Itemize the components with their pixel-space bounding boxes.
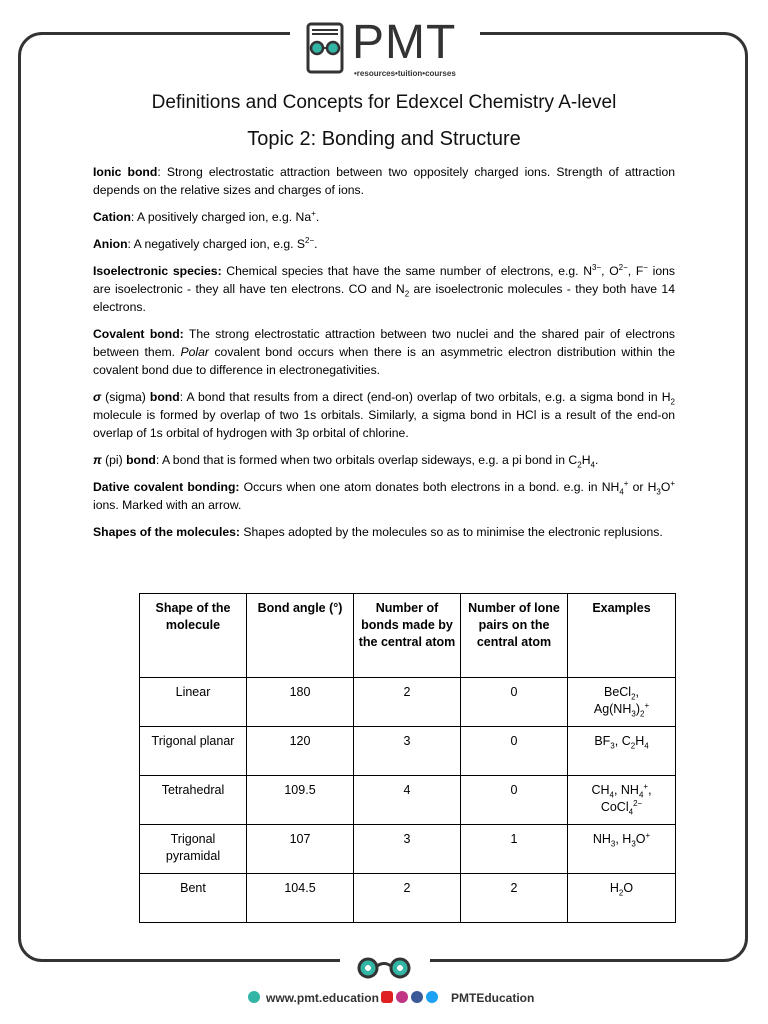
logo-text: PMT <box>352 16 457 69</box>
table-row <box>140 874 676 923</box>
page-subtitle: Topic 2: Bonding and Structure <box>247 128 521 150</box>
cell-lone-pairs: 2 <box>461 874 568 923</box>
cell-angle: 120 <box>247 727 354 776</box>
definition-isoelectronic: Isoelectronic species: Chemical species that have the same number of electrons, e.g. $N^{3-}$, $O^{2-}$, F− ions are isoelectronic - they all have ten electrons. CO and $N_2$ are isoelectronic molecules - they both have 14 electrons. <box>93 262 675 314</box>
cell-shape: Trigonal planar <box>140 727 247 776</box>
cell-lone-pairs: 0 <box>461 727 568 776</box>
cell-bonds: 2 <box>354 678 461 727</box>
cell-angle: 109.5 <box>247 776 354 825</box>
table-header-row <box>140 594 676 678</box>
cell-examples: $NH_3$, $H_3O^+$ <box>568 825 676 874</box>
footer-website-link[interactable]: www.pmt.education <box>266 991 379 1005</box>
pmt-logo <box>300 16 480 80</box>
table-row <box>140 825 676 874</box>
table-row <box>140 678 676 727</box>
cell-lone-pairs: 0 <box>461 776 568 825</box>
cell-shape: Linear <box>140 678 247 727</box>
facebook-icon[interactable] <box>411 991 423 1003</box>
cell-shape: Bent <box>140 874 247 923</box>
cursor-icon <box>248 991 260 1003</box>
cell-examples: $CH_4$, $NH_4^+$, CoCl$_4^{2-}$ <box>568 776 676 825</box>
table-row <box>140 776 676 825</box>
definition-cation: Cation: A positively charged ion, e.g. Na+. <box>93 208 320 224</box>
header-bonds: Number of bonds made by the central atom <box>354 594 461 678</box>
instagram-icon[interactable] <box>396 991 408 1003</box>
definition-sigma-bond: σ (sigma) bond: A bond that results from a direct (end-on) overlap of two orbitals, e.g. a sigma bond in $H_2$ molecule is formed by overlap of two 1s orbitals. Similarly, a sigma bond in HCl is a result of the end-on overlap of 1s orbital of hydrogen with 3p orbital of chlorine. <box>93 390 675 440</box>
logo-tagline: •resources•tuition•courses <box>354 69 456 78</box>
definitions-section <box>93 163 675 550</box>
cell-shape: Tetrahedral <box>140 776 247 825</box>
header-lone-pairs: Number of lone pairs on the central atom <box>461 594 568 678</box>
cell-bonds: 3 <box>354 727 461 776</box>
definition-ionic-bond: Ionic bond: Strong electrostatic attraction between two oppositely charged ions. Strength of attraction depends on the relative sizes and charges of ions. <box>93 165 675 197</box>
cell-angle: 104.5 <box>247 874 354 923</box>
cell-angle: 180 <box>247 678 354 727</box>
definition-shapes: Shapes of the molecules: Shapes adopted by the molecules so as to minimise the electronic replusions. <box>93 525 663 539</box>
header-angle: Bond angle (°) <box>247 594 354 678</box>
cell-lone-pairs: 1 <box>461 825 568 874</box>
definition-dative-bond: Dative covalent bonding: Occurs when one atom donates both electrons in a bond. e.g. in $NH_4^+$ or $H_3O^+$ ions. Marked with an arrow. <box>93 478 675 512</box>
book-glasses-icon <box>304 20 346 76</box>
header-shape: Shape of the molecule <box>140 594 247 678</box>
definition-anion: Anion: A negatively charged ion, e.g. $S^{2-}$. <box>93 235 318 251</box>
twitter-icon[interactable] <box>426 991 438 1003</box>
cell-examples: $H_2O$ <box>568 874 676 923</box>
cell-lone-pairs: 0 <box>461 678 568 727</box>
header-examples: Examples <box>568 594 676 678</box>
pi-symbol: π <box>93 453 102 467</box>
sigma-symbol: σ <box>93 390 102 404</box>
cell-examples: $BF_3$, $C_2H_4$ <box>568 727 676 776</box>
cell-angle: 107 <box>247 825 354 874</box>
definition-pi-bond: π (pi) bond: A bond that is formed when two orbitals overlap sideways, e.g. a pi bond in $C_2H_4$. <box>93 453 599 470</box>
footer-social-handle[interactable]: PMTEducation <box>451 991 535 1005</box>
cell-bonds: 3 <box>354 825 461 874</box>
youtube-icon[interactable] <box>381 991 393 1003</box>
cell-shape: Trigonal pyramidal <box>140 825 247 874</box>
shapes-table <box>139 593 676 923</box>
cell-examples: BeCl$_2$, $Ag(NH_3)_2^+$ <box>568 678 676 727</box>
definition-covalent-bond: Covalent bond: The strong electrostatic attraction between two nuclei and the shared pair of electrons between them. Polar covalent bond occurs when there is an asymmetric electron distribution within the covalent bond due to difference in electronegativities. <box>93 327 675 377</box>
glasses-icon <box>352 957 416 979</box>
table-row <box>140 727 676 776</box>
page-title: Definitions and Concepts for Edexcel Chemistry A-level <box>151 92 617 113</box>
footer <box>0 991 768 1011</box>
cell-bonds: 2 <box>354 874 461 923</box>
cell-bonds: 4 <box>354 776 461 825</box>
